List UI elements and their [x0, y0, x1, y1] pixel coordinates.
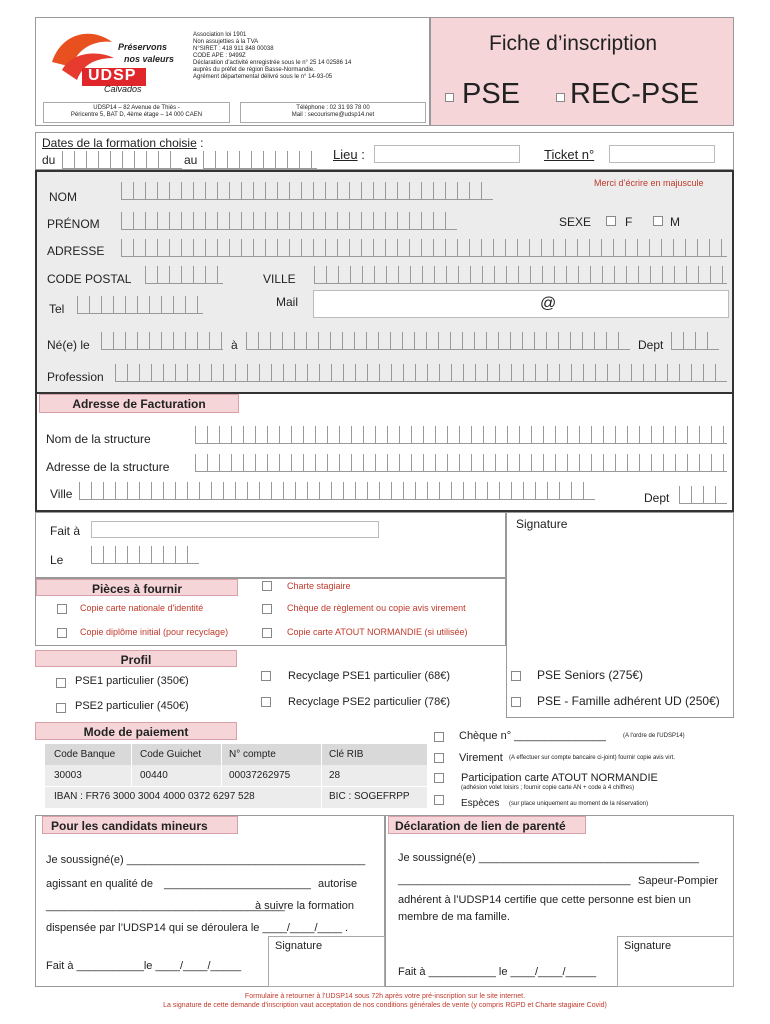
parente-line-1: Je soussigné(e) ____________________________________: [398, 852, 699, 864]
bank-value-cell: 28: [329, 770, 341, 781]
identity-section: [35, 170, 734, 394]
tel-input[interactable]: [77, 296, 203, 314]
piece-cni-checkbox[interactable]: [57, 604, 67, 614]
nom-input[interactable]: [121, 182, 493, 200]
piece-charte-checkbox[interactable]: [262, 581, 272, 591]
prenom-label: PRÉNOM: [47, 217, 100, 231]
footer-line-2: La signature de cette demande d'inscription vaut acceptation de nos conditions générales de vente (y compris RGPD et Charte stagiaire Covid): [163, 1002, 607, 1009]
mineurs-line-3b: à suivre la formation: [255, 900, 355, 912]
virement-note: (A effectuer sur compte bancaire ci-joint) fournir copie avis virt.: [509, 755, 675, 761]
ticket-input[interactable]: [609, 145, 715, 163]
dates-label: Dates de la formation choisie :: [42, 136, 204, 150]
piece-cheque-label: Chèque de règlement ou copie avis virement: [287, 603, 466, 613]
dept-input[interactable]: [671, 332, 719, 350]
logo-slogan-2: nos valeurs: [124, 54, 175, 64]
bank-header-cell: Clé RIB: [329, 749, 364, 760]
piece-diplome-label: Copie diplôme initial (pour recyclage): [80, 627, 229, 637]
footer: [0, 992, 770, 1010]
parente-line-3: adhérent à l’UDSP14 certifie que cette personne est bien un: [398, 894, 691, 906]
mineurs-fait: Fait à ___________le ____/____/_____: [46, 960, 242, 972]
assoc-line: Déclaration d'activité enregistrée sous le n° 25 14 02586 14: [193, 60, 352, 66]
piece-atout-label: Copie carte ATOUT NORMANDIE (si utilisée): [287, 627, 468, 637]
bank-value-cell: 30003: [54, 770, 82, 781]
association-info: [193, 32, 351, 81]
le-label: Le: [50, 553, 64, 567]
lieu-label: Lieu :: [333, 147, 365, 162]
piece-charte-label: Charte stagiaire: [287, 581, 351, 591]
mail-input[interactable]: [313, 290, 729, 318]
le-date-input[interactable]: [91, 546, 199, 564]
mineurs-signature-label: Signature: [275, 940, 323, 952]
virement-checkbox[interactable]: [434, 753, 444, 763]
profil-rec-pse2-checkbox[interactable]: [261, 697, 271, 707]
atout-note: (adhésion volet loisirs ; fournir copie carte AN + code à 4 chiffres): [461, 785, 635, 791]
adresse-input[interactable]: [121, 239, 727, 257]
dept-label: Dept: [638, 338, 664, 352]
piece-atout-checkbox[interactable]: [262, 628, 272, 638]
piece-cheque-checkbox[interactable]: [262, 604, 272, 614]
especes-label: Espèces: [461, 798, 500, 809]
udsp-logo: [42, 22, 182, 98]
billing-dept-input[interactable]: [679, 486, 727, 504]
parente-line-4: membre de ma famille.: [398, 911, 510, 923]
phone-line: Téléphone : 02 31 93 78 00: [296, 105, 370, 111]
date-end-input[interactable]: [203, 151, 317, 169]
logo-name: UDSP: [88, 67, 137, 84]
sexe-f-checkbox[interactable]: [606, 216, 616, 226]
profil-title: Profil: [35, 650, 237, 667]
piece-diplome-checkbox[interactable]: [57, 628, 67, 638]
profil-rec-pse2-label: Recyclage PSE2 particulier (78€): [288, 696, 451, 708]
date-start-input[interactable]: [62, 151, 182, 169]
atout-label: Participation carte ATOUT NORMANDIE: [461, 772, 658, 784]
adresse-structure-label: Adresse de la structure: [46, 460, 170, 474]
piece-cni-label: Copie carte nationale d'identité: [80, 603, 204, 613]
parente-line-2a: ______________________________________: [398, 874, 631, 886]
recpse-label: REC-PSE: [570, 78, 699, 110]
paiement-title: Mode de paiement: [35, 722, 237, 740]
title-panel: [430, 17, 734, 126]
dates-row: [35, 132, 734, 170]
bank-header-cell: N° compte: [229, 749, 276, 760]
mineurs-section: [35, 815, 385, 987]
mineurs-line-4: dispensée par l’UDSP14 qui se déroulera le ____/____/____ .: [46, 922, 349, 934]
billing-ville-input[interactable]: [79, 482, 595, 500]
mail-label: Mail: [276, 295, 299, 309]
bank-table: [45, 744, 427, 808]
address-line-2: Péricentre 5, BAT D, 4ème étage – 14 000 CAEN: [70, 112, 203, 118]
footer-line-1: Formulaire à retourner à l’UDSP14 sous 72h après votre pré-inscription sur le site internet.: [244, 993, 526, 1000]
assoc-line: Agrément départemental délivré sous le n° 14-93-05: [193, 74, 333, 80]
bic-value: BIC : SOGEFRPP: [329, 791, 410, 802]
au-label: au: [184, 153, 198, 167]
profil-seniors-checkbox[interactable]: [511, 671, 521, 681]
nom-structure-input[interactable]: [195, 426, 727, 444]
profession-label: Profession: [47, 370, 104, 384]
pieces-title: Pièces à fournir: [36, 579, 238, 596]
at-sign: @: [540, 295, 557, 312]
sexe-label: SEXE: [559, 215, 592, 229]
mineurs-line-2c: autorise: [318, 878, 358, 890]
profil-rec-pse1-label: Recyclage PSE1 particulier (68€): [288, 670, 451, 682]
recpse-checkbox[interactable]: [556, 93, 565, 102]
ne-le-label: Né(e) le: [47, 338, 90, 352]
profil-pse1-label: PSE1 particulier (350€): [75, 675, 189, 687]
lieu-input[interactable]: [374, 145, 520, 163]
ticket-label: Ticket n°: [544, 147, 595, 162]
bank-value-cell: 00037262975: [229, 770, 291, 781]
form-title: Fiche d’inscription: [489, 32, 658, 55]
adresse-structure-input[interactable]: [195, 454, 727, 472]
birth-place-label: à: [231, 338, 238, 352]
especes-note: (sur place uniquement au moment de la réservation): [509, 801, 649, 807]
adresse-label: ADRESSE: [47, 244, 105, 258]
profil-famille-label: PSE - Famille adhérent UD (250€): [537, 694, 720, 708]
mineurs-line-3a: _______________________________________: [46, 900, 285, 912]
cheque-note: (A l'ordre de l'UDSP14): [623, 733, 685, 739]
pse-checkbox[interactable]: [445, 93, 454, 102]
mineurs-signature-box[interactable]: [268, 936, 385, 987]
nom-label: NOM: [49, 190, 77, 204]
parente-section: [385, 815, 734, 987]
code-postal-label: CODE POSTAL: [47, 272, 132, 286]
parente-signature-box[interactable]: [617, 936, 734, 987]
code-postal-input[interactable]: [145, 266, 223, 284]
profil-pse2-checkbox[interactable]: [56, 703, 66, 713]
billing-title: Adresse de Facturation: [39, 394, 239, 413]
du-label: du: [42, 153, 56, 167]
bank-value-cell: 00440: [140, 770, 168, 781]
sexe-f-label: F: [625, 215, 633, 229]
especes-checkbox[interactable]: [434, 795, 444, 805]
profil-rec-pse1-checkbox[interactable]: [261, 671, 271, 681]
logo-slogan-1: Préservons: [118, 42, 168, 52]
parente-signature-label: Signature: [624, 940, 672, 952]
virement-label: Virement: [459, 752, 503, 764]
mail-line: Mail : secourisme@udsp14.net: [291, 112, 375, 118]
parente-fait: Fait à ___________ le ____/____/_____: [398, 966, 597, 978]
majuscule-note: Merci d’écrire en majuscule: [594, 178, 704, 188]
cheque-label: Chèque n° _______________: [459, 730, 606, 742]
bank-header-cell: Code Banque: [54, 749, 116, 760]
assoc-line: N°SIRET : 418 911 848 00038: [193, 46, 274, 52]
parente-line-2b: Sapeur-Pompier: [638, 875, 719, 887]
sexe-m-checkbox[interactable]: [653, 216, 663, 226]
prenom-input[interactable]: [121, 212, 457, 230]
profil-section: [35, 650, 734, 718]
address-box: [43, 102, 230, 123]
paiement-section: [35, 722, 734, 814]
assoc-line: Non assujetties à la TVA: [193, 39, 259, 45]
profil-famille-checkbox[interactable]: [511, 697, 521, 707]
address-line-1: UDSP14 – 82 Avenue de Thiès -: [93, 105, 180, 111]
nom-structure-label: Nom de la structure: [46, 432, 151, 446]
pieces-section: [35, 578, 506, 646]
billing-dept-label: Dept: [644, 491, 670, 505]
birth-date-input[interactable]: [101, 332, 223, 350]
signature-label: Signature: [516, 517, 568, 531]
ville-label: VILLE: [263, 272, 296, 286]
contact-box: [240, 102, 426, 123]
parente-title: Déclaration de lien de parenté: [388, 816, 586, 834]
billing-section: [35, 394, 734, 512]
profession-input[interactable]: [115, 364, 727, 382]
assoc-line: Association loi 1901: [193, 32, 247, 38]
tel-label: Tel: [49, 302, 65, 316]
bank-header-cell: Code Guichet: [140, 749, 202, 760]
fait-a-label: Fait à: [50, 524, 81, 538]
profil-pse2-label: PSE2 particulier (450€): [75, 700, 189, 712]
iban-value: IBAN : FR76 3000 3004 4000 0372 6297 528: [54, 791, 255, 802]
assoc-line: auprès du préfet de région Basse-Normandie.: [193, 67, 315, 73]
profil-pse1-checkbox[interactable]: [56, 678, 66, 688]
billing-ville-label: Ville: [50, 487, 73, 501]
mineurs-line-2a: agissant en qualité de: [46, 878, 154, 890]
mineurs-line-2b: ________________________: [164, 878, 311, 890]
atout-checkbox[interactable]: [434, 773, 444, 783]
fait-section: [35, 512, 506, 578]
profil-seniors-label: PSE Seniors (275€): [537, 668, 644, 682]
sexe-m-label: M: [670, 215, 680, 229]
assoc-line: CODE APE : 9499Z: [193, 53, 246, 59]
ville-input[interactable]: [314, 266, 727, 284]
fait-a-input[interactable]: [91, 521, 379, 538]
birth-place-input[interactable]: [246, 332, 630, 350]
cheque-checkbox[interactable]: [434, 732, 444, 742]
mineurs-line-1: Je soussigné(e) _______________________________________: [46, 854, 366, 866]
mineurs-title: Pour les candidats mineurs: [42, 816, 238, 834]
logo-sub: Calvados: [104, 84, 142, 94]
pse-label: PSE: [462, 78, 521, 110]
